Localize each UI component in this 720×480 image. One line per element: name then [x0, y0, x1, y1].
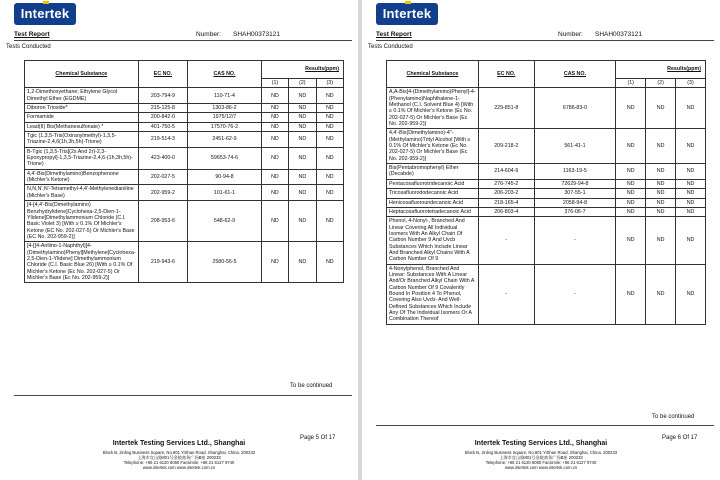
report-page-5	[0, 0, 358, 480]
cas-number-cell: 376-06-7	[534, 207, 616, 216]
result-3-cell: ND	[316, 242, 343, 283]
ec-number-cell: 208-953-6	[138, 201, 188, 242]
result-2-cell: ND	[646, 189, 676, 198]
result-1-cell: ND	[261, 185, 288, 201]
col-results-header: Results(ppm)	[616, 61, 706, 79]
results-table	[24, 60, 344, 283]
ec-number-cell: -	[478, 217, 534, 264]
col-result-2-header: (2)	[646, 79, 676, 88]
col-cas-header: CAS NO.	[188, 61, 262, 88]
result-1-cell: ND	[616, 164, 646, 180]
result-1-cell: ND	[616, 264, 646, 324]
company-web: www.intertek.com www.intertek.com.cn	[142, 465, 216, 470]
result-1-cell: ND	[261, 201, 288, 242]
ec-number-cell: 218-165-4	[478, 198, 534, 207]
col-substance-header: Chemical Substance	[387, 61, 479, 88]
company-address: Block B, Jinling Business Square, No.801 YiShan Road, Shanghai, China. 200233	[102, 450, 256, 455]
result-1-cell: ND	[261, 88, 288, 104]
result-3-cell: ND	[316, 104, 343, 113]
col-result-1-header: (1)	[616, 79, 646, 88]
ec-number-cell: 206-203-2	[478, 189, 534, 198]
substance-cell: Heptacosafluorotetradecanoic Acid	[387, 207, 479, 216]
col-results-header: Results(ppm)	[261, 61, 343, 79]
company-address-cn: 上海市宜山路801号金陵商务广场B座 200233	[137, 455, 221, 460]
result-1-cell: ND	[616, 129, 646, 164]
result-3-cell: ND	[676, 217, 706, 264]
ec-number-cell: 202-959-2	[138, 185, 188, 201]
table-row	[25, 122, 344, 131]
substance-cell: Lead(II) Bis(Methanesulfonate) *	[25, 122, 139, 131]
cas-number-cell: 72629-94-8	[534, 179, 616, 188]
ec-number-cell: 206-803-4	[478, 207, 534, 216]
cas-number-cell: 59653-74-6	[188, 147, 262, 169]
col-result-3-header: (3)	[316, 79, 343, 88]
col-cas-header: CAS NO.	[534, 61, 616, 88]
result-3-cell: ND	[676, 264, 706, 324]
logo-accent	[405, 1, 411, 4]
report-page-6	[362, 0, 720, 480]
ec-number-cell: 200-842-0	[138, 113, 188, 122]
footer-rule	[376, 425, 714, 426]
header-rule	[14, 40, 352, 41]
result-2-cell: ND	[646, 88, 676, 129]
report-number: SHAH00373121	[233, 31, 280, 38]
cas-number-cell: 307-55-1	[534, 189, 616, 198]
ec-number-cell: 423-400-0	[138, 147, 188, 169]
table-row	[25, 201, 344, 242]
table-row	[25, 242, 344, 283]
result-3-cell: ND	[676, 129, 706, 164]
header-rule	[376, 40, 714, 41]
table-row	[25, 113, 344, 122]
result-2-cell: ND	[289, 169, 316, 185]
table-row	[25, 185, 344, 201]
page-number: Page 6 Of 17	[662, 435, 698, 441]
ec-number-cell: 219-514-3	[138, 132, 188, 148]
ec-number-cell: 214-604-9	[478, 164, 534, 180]
cas-number-cell: 548-62-9	[188, 201, 262, 242]
result-2-cell: ND	[646, 198, 676, 207]
ec-number-cell: 219-943-6	[138, 242, 188, 283]
result-1-cell: ND	[261, 104, 288, 113]
result-3-cell: ND	[316, 201, 343, 242]
to-be-continued: To be continued	[652, 414, 695, 420]
table-row	[25, 104, 344, 113]
ec-number-cell: 229-851-8	[478, 88, 534, 129]
substance-cell: N,N,N',N'-Tetramethyl-4,4'-Methylenedianiline (Michler's Base)	[25, 185, 139, 201]
table-row	[387, 164, 706, 180]
cas-number-cell: 1975/12/7	[188, 113, 262, 122]
result-1-cell: ND	[616, 179, 646, 188]
result-1-cell: ND	[261, 132, 288, 148]
result-2-cell: ND	[289, 242, 316, 283]
ec-number-cell: -	[478, 264, 534, 324]
result-3-cell: ND	[316, 88, 343, 104]
table-row	[387, 207, 706, 216]
substance-cell: Tricosafluorododecanoic Acid	[387, 189, 479, 198]
cas-number-cell: 561-41-1	[534, 129, 616, 164]
cas-number-cell: -	[534, 217, 616, 264]
substance-cell: Formamide	[25, 113, 139, 122]
intertek-logo: Intertek	[376, 3, 438, 25]
substance-cell: 1,2-Dimethoxyethane; Ethylene Glycol Dimethyl Ether (EGDME)	[25, 88, 139, 104]
cas-number-cell: 17570-76-2	[188, 122, 262, 131]
substance-cell: Diboron Trioxide*	[25, 104, 139, 113]
result-1-cell: ND	[261, 122, 288, 131]
result-3-cell: ND	[676, 207, 706, 216]
result-1-cell: ND	[616, 198, 646, 207]
result-3-cell: ND	[316, 122, 343, 131]
cas-number-cell: -	[534, 264, 616, 324]
intertek-logo: Intertek	[14, 3, 76, 25]
results-table	[386, 60, 706, 325]
substance-cell: 4,4'-Bis(Dimethylamino)-4''-(Methylamino)Trityl Alcohol [With ≥ 0.1% Of Michler's Ketone (Ec No. 202-027-5) Or Michler's Base (Ec No. 202-959-2)]	[387, 129, 479, 164]
result-1-cell: ND	[261, 113, 288, 122]
result-2-cell: ND	[289, 201, 316, 242]
result-2-cell: ND	[289, 132, 316, 148]
result-3-cell: ND	[676, 179, 706, 188]
result-1-cell: ND	[616, 88, 646, 129]
result-2-cell: ND	[646, 164, 676, 180]
result-1-cell: ND	[616, 207, 646, 216]
ec-number-cell: 215-125-8	[138, 104, 188, 113]
substance-cell: Bis(Pentabromophenyl) Ether (Decabde)	[387, 164, 479, 180]
report-title: Test Report	[376, 31, 412, 38]
substance-cell: B-Tgic (1,3,5-Tris[(2s And 2r)-2,3-Epoxypropyl]-1,3,5-Triazine-2,4,6-(1h,3h,5h)-Trione)	[25, 147, 139, 169]
table-row	[25, 132, 344, 148]
ec-number-cell: 203-794-9	[138, 88, 188, 104]
result-3-cell: ND	[676, 88, 706, 129]
report-number: SHAH00373121	[595, 31, 642, 38]
company-address: Block B, Jinling Business Square, No.801 YiShan Road, Shanghai, China. 200233	[464, 450, 618, 455]
table-row	[387, 189, 706, 198]
footer-rule	[14, 395, 352, 396]
table-row	[387, 198, 706, 207]
report-number-label: Number:	[558, 31, 583, 38]
result-2-cell: ND	[289, 122, 316, 131]
col-substance-header: Chemical Substance	[25, 61, 139, 88]
result-2-cell: ND	[646, 207, 676, 216]
result-1-cell: ND	[261, 242, 288, 283]
result-1-cell: ND	[616, 189, 646, 198]
col-ec-header: EC NO.	[478, 61, 534, 88]
substance-cell: [4-[4,4'-Bis(Dimethylamino) Benzhydrylidene]Cyclohexa-2,5-Dien-1-Ylidene]Dimethylammonium Chloride (C.I. Basic Violet 3) [With ≥ 0.1% Of Michler's Ketone (EC No. 202-027-5) Or Michler's Base (EC No. 202-959-2)]	[25, 201, 139, 242]
table-row	[387, 88, 706, 129]
col-result-2-header: (2)	[289, 79, 316, 88]
company-name: Intertek Testing Services Ltd., Shanghai	[112, 440, 246, 447]
substance-cell: Phenol, 4-Nonyl-, Branched And Linear Covering All Individual Isomers With An Alkyl Chain Of Carbon Number 9 And Uvcb Substances Which Include Linear And Branched Alkyl Chains With A Carbon Number Of 9	[387, 217, 479, 264]
ec-number-cell: 209-218-2	[478, 129, 534, 164]
result-1-cell: ND	[261, 147, 288, 169]
result-2-cell: ND	[289, 88, 316, 104]
table-row	[25, 88, 344, 104]
substance-cell: A,A-Bis[4-(Dimethylamino)Phenyl]-4-(Phenylamino)Naphthalene-1-Methanol (C.I. Solvent Blue 4) [With ≥ 0.1% Of Michler's Ketone (Ec No. 202-027-5) Or Michler's Base (Ec No. 202-959-2)]	[387, 88, 479, 129]
substance-cell: 4-Nonylphenol, Branched And Linear: Substances With A Linear And/Or Branched Alkyl Chain With A Carbon Number Of 9 Covalently Bound In Position 4 To Phenol, Covering Also Uvcb- And Well-Defined Substances Which Include Any Of The Individual Isomers Or A Combination Thereof	[387, 264, 479, 324]
cas-number-cell: 1163-19-5	[534, 164, 616, 180]
result-1-cell: ND	[261, 169, 288, 185]
substance-cell: Tgic (1,3,5-Tris(Oxiranylmethyl)-1,3,5-Triazine-2,4,6(1h,3h,5h)-Trione)	[25, 132, 139, 148]
result-3-cell: ND	[316, 169, 343, 185]
result-3-cell: ND	[676, 189, 706, 198]
substance-cell: 4,4'-Bis(Dimethylamino)Benzophenone (Michler's Ketone)	[25, 169, 139, 185]
report-number-label: Number:	[196, 31, 221, 38]
result-2-cell: ND	[646, 217, 676, 264]
result-2-cell: ND	[646, 129, 676, 164]
ec-number-cell: 276-745-2	[478, 179, 534, 188]
table-row	[387, 217, 706, 264]
result-2-cell: ND	[289, 104, 316, 113]
result-3-cell: ND	[316, 147, 343, 169]
col-ec-header: EC NO.	[138, 61, 188, 88]
result-3-cell: ND	[316, 113, 343, 122]
cas-number-cell: 90-94-8	[188, 169, 262, 185]
cas-number-cell: 2058-94-8	[534, 198, 616, 207]
table-row	[25, 169, 344, 185]
cas-number-cell: 1303-86-2	[188, 104, 262, 113]
company-address-cn: 上海市宜山路801号金陵商务广场B座 200233	[499, 455, 583, 460]
cas-number-cell: 2580-56-5	[188, 242, 262, 283]
col-result-3-header: (3)	[676, 79, 706, 88]
company-name: Intertek Testing Services Ltd., Shanghai	[474, 440, 608, 447]
to-be-continued: To be continued	[290, 383, 333, 389]
result-3-cell: ND	[676, 164, 706, 180]
result-2-cell: ND	[646, 179, 676, 188]
logo-accent	[43, 1, 49, 4]
result-2-cell: ND	[289, 113, 316, 122]
cas-number-cell: 110-71-4	[188, 88, 262, 104]
substance-cell: Henicosafluoroundecanoic Acid	[387, 198, 479, 207]
table-row	[387, 264, 706, 324]
result-2-cell: ND	[646, 264, 676, 324]
company-phone: Telephone: +86 21 6120 6060 Facsimile: +86 21 6127 9740	[485, 460, 597, 465]
table-row	[25, 147, 344, 169]
tests-conducted-heading: Tests Conducted	[368, 44, 413, 50]
result-2-cell: ND	[289, 147, 316, 169]
cas-number-cell: 2451-62-9	[188, 132, 262, 148]
table-row	[387, 129, 706, 164]
ec-number-cell: 202-027-5	[138, 169, 188, 185]
company-web: www.intertek.com www.intertek.com.cn	[504, 465, 578, 470]
result-3-cell: ND	[316, 132, 343, 148]
result-3-cell: ND	[676, 198, 706, 207]
page-number: Page 5 Of 17	[300, 435, 336, 441]
company-phone: Telephone: +86 21 6120 6060 Facsimile: +86 21 6127 9740	[123, 460, 235, 465]
result-3-cell: ND	[316, 185, 343, 201]
table-row	[387, 179, 706, 188]
result-2-cell: ND	[289, 185, 316, 201]
cas-number-cell: 6786-83-0	[534, 88, 616, 129]
result-1-cell: ND	[616, 217, 646, 264]
ec-number-cell: 401-750-5	[138, 122, 188, 131]
substance-cell: Pentacosafluorotridecanoic Acid	[387, 179, 479, 188]
cas-number-cell: 101-61-1	[188, 185, 262, 201]
report-title: Test Report	[14, 31, 50, 38]
tests-conducted-heading: Tests Conducted	[6, 44, 51, 50]
substance-cell: [4-[[4-Anilino-1-Naphthyl][4-(Dimethylamino)Phenyl]Methylene]Cyclohexa-2,5-Dien-1-Ylidene] Dimethylammonium Chloride (C.I. Basic Blue 26) [With ≥ 0.1% Of Michler's Ketone (Ec No. 202-027-5) Or Michler's Base (Ec No. 202-959-2)]	[25, 242, 139, 283]
col-result-1-header: (1)	[261, 79, 288, 88]
